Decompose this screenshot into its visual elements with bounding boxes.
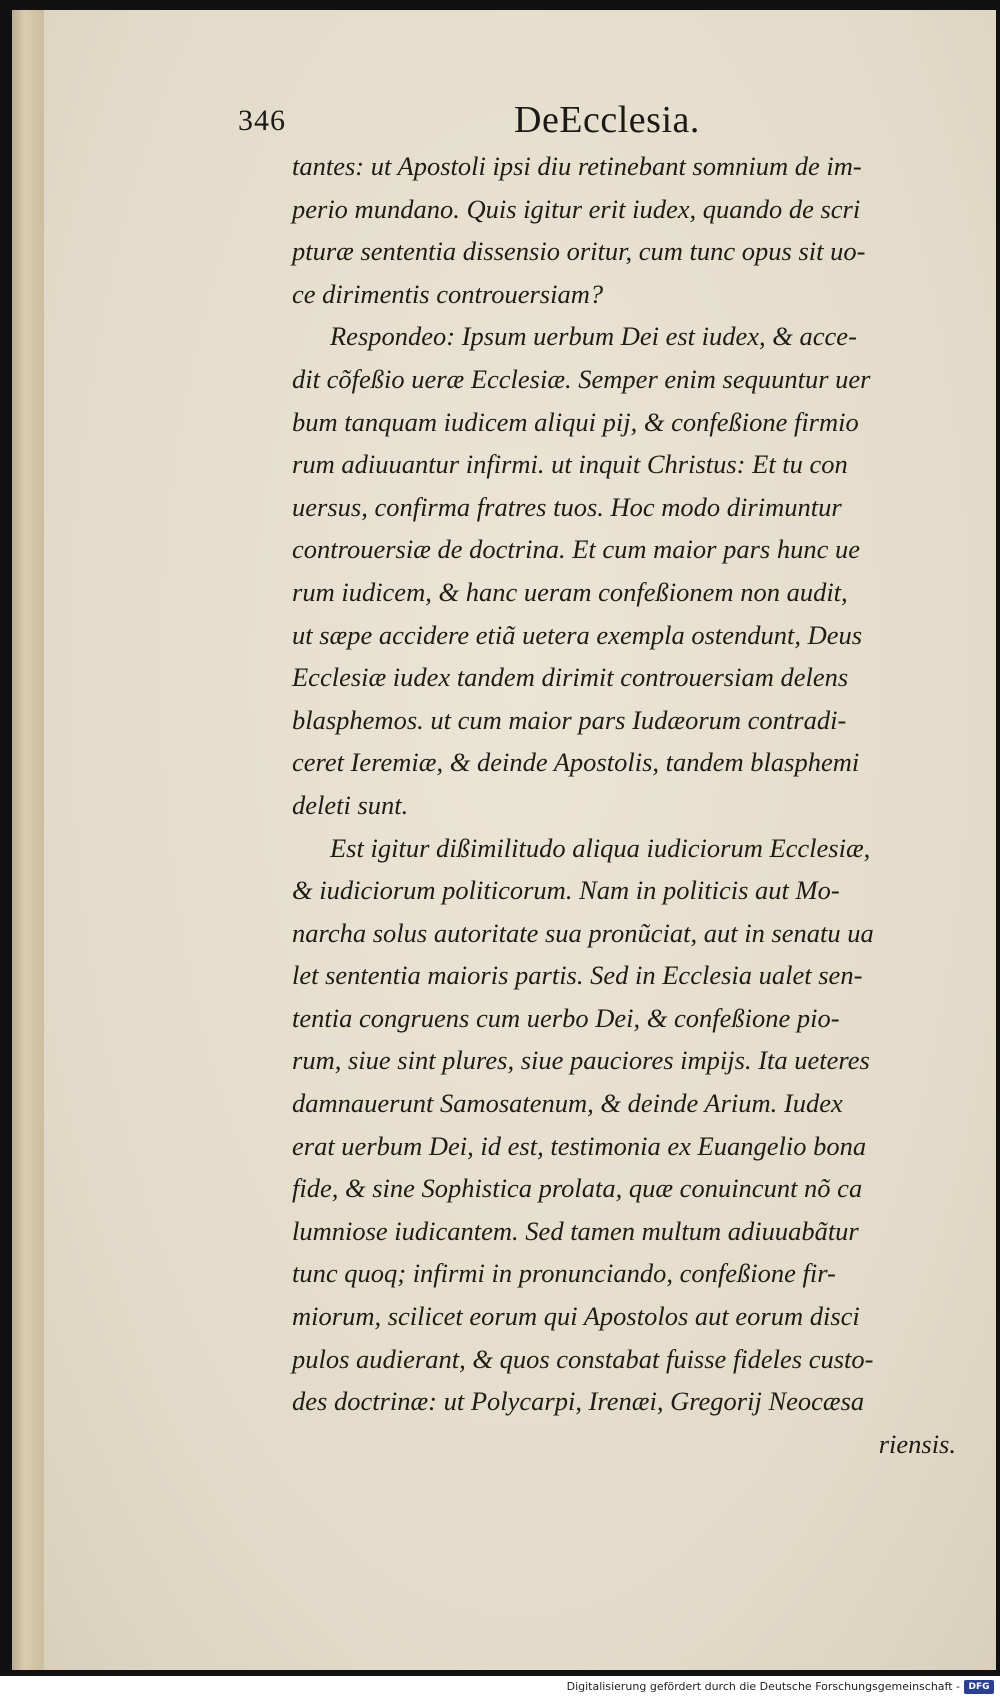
- text-line: let sententia maioris partis. Sed in Ecclesia ualet sen-: [292, 960, 863, 991]
- text-line: tantes: ut Apostoli ipsi diu retinebant somnium de im-: [292, 151, 862, 181]
- text-line: rum iudicem, & hanc ueram confeßionem non audit,: [292, 576, 848, 607]
- text-line: fide, & sine Sophistica prolata, quæ conuincunt nõ ca: [292, 1173, 863, 1204]
- text-line: tunc quoq; infirmi in pronunciando, confeßione fir-: [292, 1258, 836, 1289]
- text-line: pturæ sententia dissensio oritur, cum tunc opus sit uo-: [292, 236, 866, 267]
- text-line: Respondeo: Ipsum uerbum Dei est iudex, & acce-: [330, 321, 857, 352]
- footer-credit: Digitalisierung gefördert durch die Deutsche Forschungsgemeinschaft -: [566, 1680, 960, 1693]
- text-line: ce dirimentis controuersiam?: [292, 278, 604, 309]
- running-title: DeEcclesia.: [514, 99, 700, 141]
- text-line: uersus, confirma fratres tuos. Hoc modo dirimuntur: [292, 491, 842, 522]
- text-line: rum, siue sint plures, siue pauciores impijs. Ita ueteres: [292, 1045, 870, 1076]
- text-line: narcha solus autoritate sua pronũciat, aut in senatu ua: [292, 917, 874, 948]
- text-line: miorum, scilicet eorum qui Apostolos aut eorum disci: [292, 1301, 860, 1332]
- body-text: [292, 145, 964, 1465]
- book-spine-edge: [12, 10, 45, 1670]
- page-number: 346: [238, 104, 286, 137]
- text-line: pulos audierant, & quos constabat fuisse fideles custo-: [292, 1343, 874, 1374]
- page-header: [238, 98, 758, 148]
- text-line: dit cõfeßio ueræ Ecclesiæ. Semper enim sequuntur uer: [292, 363, 871, 394]
- text-line: lumniose iudicantem. Sed tamen multum adiuuabãtur: [292, 1215, 859, 1246]
- text-line: bum tanquam iudicem aliqui pij, & confeßione firmio: [292, 406, 859, 437]
- text-line: rum adiuuantur infirmi. ut inquit Christus: Et tu con: [292, 449, 848, 480]
- text-line: tentia congruens cum uerbo Dei, & confeßione pio-: [292, 1002, 840, 1033]
- catchword: riensis.: [878, 1428, 956, 1459]
- text-line: ceret Ieremiæ, & deinde Apostolis, tandem blasphemi: [292, 747, 860, 778]
- text-line: damnauerunt Samosatenum, & deinde Arium. Iudex: [292, 1088, 843, 1119]
- text-line: des doctrinæ: ut Polycarpi, Irenæi, Gregorij Neocæsa: [292, 1386, 865, 1417]
- text-line: Est igitur dißimilitudo aliqua iudiciorum Ecclesiæ,: [330, 832, 871, 863]
- footer-bar: [0, 1676, 1000, 1699]
- text-line: deleti sunt.: [292, 789, 409, 820]
- text-line: & iudiciorum politicorum. Nam in politicis aut Mo-: [292, 875, 840, 906]
- text-line: blasphemos. ut cum maior pars Iudæorum contradi-: [292, 704, 847, 735]
- text-line: erat uerbum Dei, id est, testimonia ex Euangelio bona: [292, 1130, 867, 1161]
- text-line: ut sæpe accidere etiã uetera exempla ostendunt, Deus: [292, 619, 863, 650]
- text-line: controuersiæ de doctrina. Et cum maior pars hunc ue: [292, 534, 860, 565]
- dfg-logo: DFG: [964, 1680, 994, 1694]
- text-line: perio mundano. Quis igitur erit iudex, quando de scri: [292, 193, 861, 224]
- text-line: Ecclesiæ iudex tandem dirimit controuersiam delens: [292, 662, 849, 693]
